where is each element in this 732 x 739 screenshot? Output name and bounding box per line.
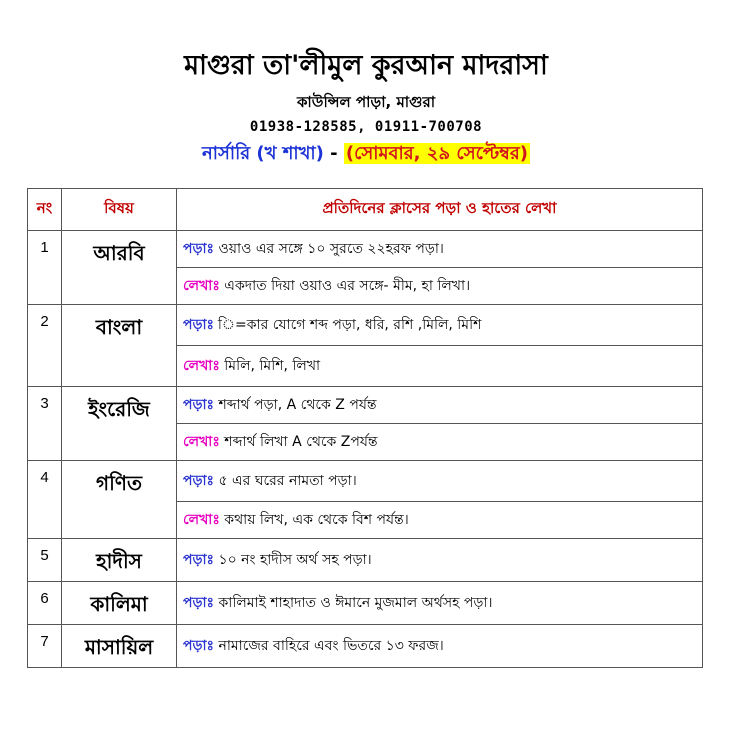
table-row <box>28 231 703 268</box>
row-number: 6 <box>28 582 62 625</box>
table-row <box>28 539 703 582</box>
writing-task <box>177 424 703 461</box>
subject-name: বাংলা <box>62 305 177 387</box>
subject-name: কালিমা <box>62 582 177 625</box>
reading-text: ৫ এর ঘরের নামতা পড়া। <box>218 473 357 489</box>
reading-task <box>177 231 703 268</box>
reading-text: শব্দার্থ পড়া, A থেকে Z পর্যন্ত <box>218 397 377 413</box>
writing-text: একদাত দিয়া ওয়াও এর সঙ্গে- মীম, হা লিখা। <box>224 278 471 294</box>
date-label: (সোমবার, ২৯ সেপ্টেম্বর) <box>345 143 528 164</box>
column-header-lesson: প্রতিদিনের ক্লাসের পড়া ও হাতের লেখা <box>177 189 703 231</box>
column-header-number: নং <box>28 189 62 231</box>
writing-label: লেখাঃ <box>183 512 220 528</box>
reading-task <box>177 387 703 424</box>
subject-name: মাসায়িল <box>62 625 177 668</box>
writing-task <box>177 346 703 387</box>
reading-task <box>177 625 703 668</box>
reading-task <box>177 582 703 625</box>
lesson-table <box>27 188 703 668</box>
reading-label: পড়াঃ <box>183 397 215 413</box>
reading-label: পড়াঃ <box>183 638 215 654</box>
reading-label: পড়াঃ <box>183 241 215 257</box>
reading-text: নামাজের বাহিরে এবং ভিতরে ১৩ ফরজ। <box>218 638 444 654</box>
table-row <box>28 461 703 502</box>
reading-task <box>177 461 703 502</box>
table-row <box>28 582 703 625</box>
subject-name: হাদীস <box>62 539 177 582</box>
row-number: 1 <box>28 231 62 305</box>
document-header <box>0 48 732 167</box>
madrasa-address: কাউন্সিল পাড়া, মাগুরা <box>296 93 436 111</box>
phone-numbers: 01938-128585, 01911-700708 <box>249 119 483 135</box>
subject-name: গণিত <box>62 461 177 539</box>
row-number: 3 <box>28 387 62 461</box>
table-row <box>28 305 703 346</box>
reading-label: পড়াঃ <box>183 552 215 568</box>
reading-text: ১০ নং হাদীস অর্থ সহ পড়া। <box>218 552 372 568</box>
reading-label: পড়াঃ <box>183 595 215 611</box>
reading-task <box>177 539 703 582</box>
class-name: নার্সারি (খ শাখা) <box>202 143 324 164</box>
writing-text: কথায় লিখ, এক থেকে বিশ পর্যন্ত। <box>224 512 409 528</box>
row-number: 5 <box>28 539 62 582</box>
reading-label: পড়াঃ <box>183 317 215 333</box>
row-number: 4 <box>28 461 62 539</box>
writing-task <box>177 268 703 305</box>
reading-text: ি=কার যোগে শব্দ পড়া, ধরি, রশি ,মিলি, মিশি <box>235 317 482 333</box>
writing-label: লেখাঃ <box>183 434 220 450</box>
writing-task <box>177 502 703 539</box>
subject-name: আরবি <box>62 231 177 305</box>
class-date-line <box>0 141 732 167</box>
separator-dash: - <box>323 143 344 164</box>
table-header-row <box>28 189 703 231</box>
writing-label: লেখাঃ <box>183 278 220 294</box>
column-header-subject: বিষয় <box>62 189 177 231</box>
reading-label: পড়াঃ <box>183 473 215 489</box>
table-row <box>28 625 703 668</box>
row-number: 7 <box>28 625 62 668</box>
reading-text: কালিমাই শাহাদাত ও ঈমানে মুজমাল অর্থসহ পড়া। <box>218 595 493 611</box>
writing-text: মিলি, মিশি, লিখা <box>224 358 321 374</box>
writing-text: শব্দার্থ লিখা A থেকে Zপর্যন্ত <box>224 434 378 450</box>
reading-task <box>177 305 703 346</box>
reading-text: ওয়াও এর সঙ্গে ১০ সুরতে ২২হরফ পড়া। <box>218 241 444 257</box>
table-row <box>28 387 703 424</box>
madrasa-title: মাগুরা তা'লীমুল কুরআন মাদরাসা <box>184 50 548 81</box>
subject-name: ইংরেজি <box>62 387 177 461</box>
writing-label: লেখাঃ <box>183 358 220 374</box>
row-number: 2 <box>28 305 62 387</box>
